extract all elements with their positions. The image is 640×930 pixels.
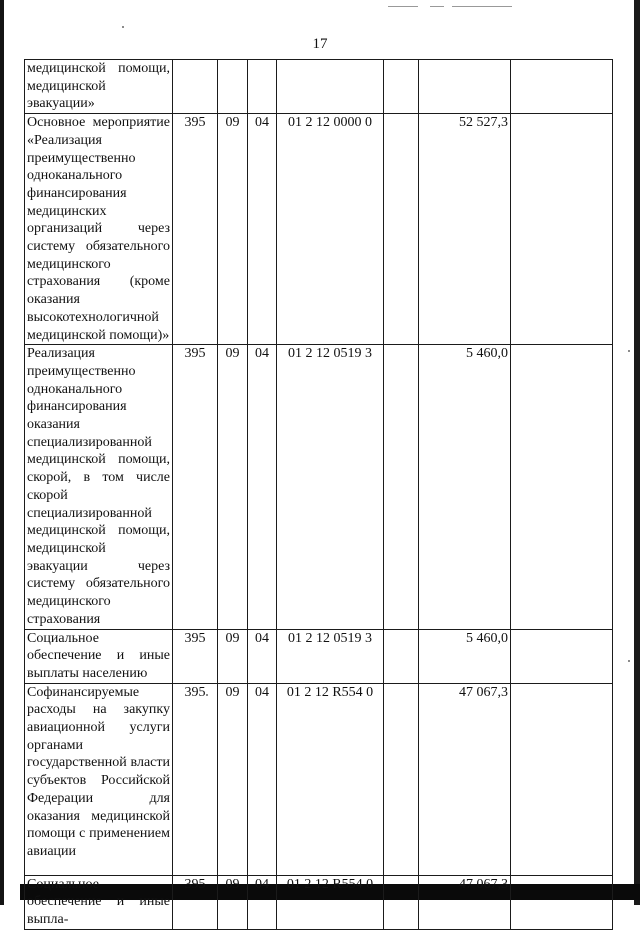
row-name-cell: Социальное обеспечение и иные выплаты населению — [25, 629, 173, 683]
subsection-code-cell: 04 — [248, 345, 277, 629]
scan-speck — [628, 350, 630, 352]
expense-type-cell — [384, 345, 419, 629]
amount-cell: 5 460,0 — [419, 345, 511, 629]
expense-type-cell — [384, 683, 419, 875]
expense-type-cell — [384, 60, 419, 114]
scan-mark — [452, 6, 512, 7]
ministry-code-cell: 395 — [173, 345, 218, 629]
section-code-cell: 09 — [218, 629, 248, 683]
extra-cell — [511, 629, 613, 683]
section-code-cell: 09 — [218, 683, 248, 875]
table-row — [25, 683, 613, 875]
extra-cell — [511, 683, 613, 875]
ministry-code-cell: 395 — [173, 629, 218, 683]
subsection-code-cell: 04 — [248, 114, 277, 345]
expense-type-cell — [384, 114, 419, 345]
row-name-cell: Основное мероприятие «Реализация преимущественно одноканального финансирования медицинских организаций через систему обязательного медицинского страхования (кроме оказания высокотехнологичной медицинской помощи)» — [25, 114, 173, 345]
scan-speck — [122, 26, 124, 28]
amount-cell: 5 460,0 — [419, 629, 511, 683]
section-code-cell: 09 — [218, 345, 248, 629]
scan-edge-right — [634, 0, 640, 905]
expense-type-cell — [384, 875, 419, 929]
amount-cell: 52 527,3 — [419, 114, 511, 345]
section-code-cell: 09 — [218, 114, 248, 345]
target-article-cell: 01 2 12 0000 0 — [277, 114, 384, 345]
ministry-code-cell: 395 — [173, 114, 218, 345]
target-article-cell: 01 2 12 0519 3 — [277, 629, 384, 683]
ministry-code-cell: 395 — [173, 683, 218, 875]
subsection-code-cell: 04 — [248, 683, 277, 875]
row-name-cell: Реализация преимущественно одноканального финансирования оказания специализированной медицинской помощи, скорой, в том числе скорой специализированной медицинской помощи, медицинской эвакуации через систему обязательного медицинского страхования — [25, 345, 173, 629]
table-row — [25, 875, 613, 929]
subsection-code-cell: 04 — [248, 629, 277, 683]
ministry-code-cell — [173, 60, 218, 114]
scan-edge-left — [0, 0, 4, 905]
row-name-cell: Социальное обеспечение и иные выпла- — [25, 875, 173, 929]
table-row — [25, 114, 613, 345]
ministry-code-cell: 395 — [173, 875, 218, 929]
table-row — [25, 345, 613, 629]
target-article-cell: 01 2 12 0519 3 — [277, 345, 384, 629]
section-code-cell — [218, 60, 248, 114]
target-article-cell — [277, 60, 384, 114]
scan-mark — [388, 6, 418, 7]
table-row — [25, 60, 613, 114]
row-name-cell: медицинской помощи, медицинской эвакуации» — [25, 60, 173, 114]
amount-cell: 47 067,3 — [419, 875, 511, 929]
scan-speck — [628, 660, 630, 662]
target-article-cell: 01 2 12 R554 0 — [277, 683, 384, 875]
row-name-cell: Софинансируемые расходы на закупку авиационной услуги органами государственной власти субъектов Российской Федерации для оказания медицинской помощи с применением авиации — [25, 683, 173, 875]
extra-cell — [511, 345, 613, 629]
table-row — [25, 629, 613, 683]
page-number: 17 — [312, 36, 328, 52]
subsection-code-cell: 04 — [248, 875, 277, 929]
extra-cell — [511, 875, 613, 929]
amount-cell: 47 067,3 — [419, 683, 511, 875]
amount-cell — [419, 60, 511, 114]
subsection-code-cell — [248, 60, 277, 114]
section-code-cell: 09 — [218, 875, 248, 929]
extra-cell — [511, 114, 613, 345]
extra-cell — [511, 60, 613, 114]
budget-table — [24, 59, 613, 930]
target-article-cell: 01 2 12 R554 0 — [277, 875, 384, 929]
expense-type-cell — [384, 629, 419, 683]
scan-mark — [430, 6, 444, 7]
